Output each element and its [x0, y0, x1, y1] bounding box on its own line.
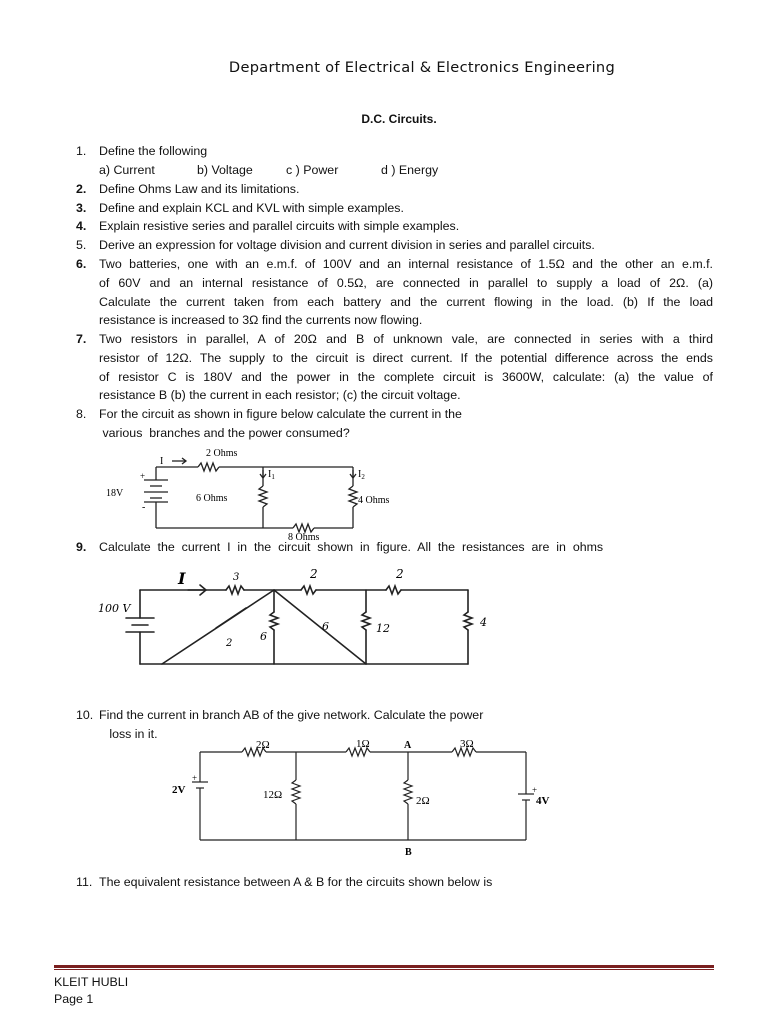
question-8-text: [99, 405, 713, 443]
fig9-r-diag2: 6: [322, 620, 329, 633]
fig10-v-right: 4V: [536, 795, 550, 807]
question-6-line: Two batteries, one with an e.m.f. of 100V and an internal resistance of 1.5Ω and the other an e.m.f.: [99, 257, 713, 271]
fig9-i-label: I: [178, 569, 186, 588]
question-7-text: [99, 330, 713, 405]
question-3-number: 3.: [76, 201, 87, 215]
fig9-source-label: 100 V: [98, 602, 131, 615]
question-10-number: 10.: [76, 708, 94, 722]
question-7-line: resistor of 12Ω. The supply to the circuit is direct current. If the potential difference across the ends: [99, 350, 713, 365]
question-2-text: Define Ohms Law and its limitations.: [99, 182, 300, 196]
footer-institution: KLEIT HUBLI: [54, 975, 129, 989]
figure-q10-circuit: [170, 736, 570, 860]
footer-rule: [54, 965, 714, 968]
question-5-text: Derive an expression for voltage division and current division in series and parallel circuits.: [99, 238, 595, 252]
fig8-source-label: 18V: [106, 488, 124, 499]
subject-title: D.C. Circuits.: [361, 112, 437, 126]
question-6-line: resistance is increased to 3Ω find the currents now flowing.: [99, 313, 423, 328]
fig10-left-plus: +: [192, 773, 198, 783]
question-11-number: 11.: [76, 875, 93, 889]
fig10-r-top2: 1Ω: [356, 738, 370, 750]
fig8-r4-label: 8 Ohms: [288, 532, 320, 543]
fig8-i-label: I: [160, 456, 164, 467]
question-1-text: Define the following: [99, 144, 208, 158]
fig8-minus: -: [142, 502, 146, 513]
fig10-node-b: B: [405, 847, 412, 858]
fig10-r-top1: 2Ω: [256, 739, 270, 751]
fig10-r-shunt2: 2Ω: [416, 795, 430, 807]
question-6-number: 6.: [76, 257, 87, 271]
question-7-line: of resistor C is 180V and the power in the complete circuit is 3600W, calculate: (a) the value of: [99, 369, 713, 384]
fig9-r-top2: 2: [310, 567, 318, 581]
question-8-line: For the circuit as shown in figure below calculate the current in the: [99, 407, 462, 421]
fig9-r-top1: 3: [233, 572, 240, 583]
fig8-i2-label: $I_2$: [358, 469, 365, 481]
option-energy: d ) Energy: [381, 163, 439, 177]
fig9-r-top3: 2: [396, 567, 404, 581]
department-heading: Department of Electrical & Electronics Engineering: [228, 59, 616, 76]
option-power: c ) Power: [286, 163, 339, 177]
question-6-text: [99, 255, 713, 330]
fig8-r2-label: 6 Ohms: [196, 493, 228, 504]
question-8-number: 8.: [76, 407, 87, 421]
fig9-r-diag1: 2: [226, 638, 233, 649]
question-4-number: 4.: [76, 219, 87, 233]
fig8-r1-label: 2 Ohms: [206, 448, 238, 459]
question-7-line: resistance B (b) the current in each resistor; (c) the circuit voltage.: [99, 388, 461, 403]
figure-q8-circuit: [100, 440, 440, 543]
fig8-i1-label: $I_1$: [268, 469, 275, 481]
fig10-r-shunt1: 12Ω: [263, 789, 283, 801]
question-5-number: 5.: [76, 238, 87, 252]
question-7-number: 7.: [76, 332, 87, 346]
question-8-line: various branches and the power consumed?: [99, 425, 350, 440]
fig10-r-top3: 3Ω: [460, 738, 474, 750]
fig9-r-mid: 6: [260, 630, 267, 643]
option-current: a) Current: [99, 163, 155, 177]
question-4-text: Explain resistive series and parallel circuits with simple examples.: [99, 219, 460, 233]
footer-page-number: Page 1: [54, 992, 94, 1006]
question-6-line: Calculate the current taken from each battery and the current flowing in the load. (b) If the load: [99, 294, 713, 309]
question-10-line: Find the current in branch AB of the give network. Calculate the power: [99, 708, 484, 722]
fig9-r-12: 12: [376, 622, 390, 635]
question-7-line: Two resistors in parallel, A of 20Ω and B of unknown vale, are connected in series with a third: [99, 332, 713, 346]
fig10-right-plus: +: [532, 785, 538, 795]
figure-q9-circuit: [96, 560, 496, 672]
question-11-text: The equivalent resistance between A & B for the circuits shown below is: [99, 875, 493, 889]
question-10-line: loss in it.: [99, 726, 158, 741]
fig8-plus: +: [140, 471, 146, 481]
fig8-r3-label: 4 Ohms: [358, 495, 390, 506]
fig9-r-4: 4: [480, 616, 487, 629]
question-2-number: 2.: [76, 182, 87, 196]
fig10-v-left: 2V: [172, 784, 186, 796]
question-9-number: 9.: [76, 540, 87, 554]
fig10-node-a: A: [404, 740, 412, 751]
question-3-text: Define and explain KCL and KVL with simple examples.: [99, 201, 404, 215]
question-9-text: Calculate the current I in the circuit shown in figure. All the resistances are in ohms: [99, 540, 604, 554]
question-6-line: of 60V and an internal resistance of 0.5Ω, are connected in parallel to supply a load of 2Ω. (a): [99, 275, 713, 290]
question-1-number: 1.: [76, 144, 87, 158]
option-voltage: b) Voltage: [197, 163, 253, 177]
footer-rule-thin: [54, 969, 714, 970]
